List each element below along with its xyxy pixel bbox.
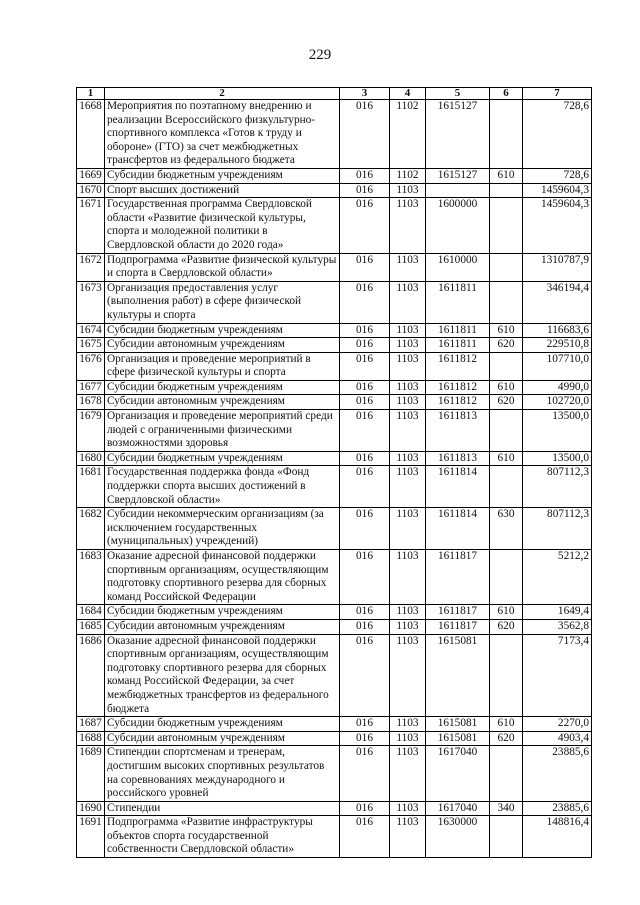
row-number: 1685 <box>77 619 105 634</box>
table-row <box>77 198 592 253</box>
row-col3: 016 <box>340 451 390 466</box>
table-row <box>77 634 592 717</box>
row-col3: 016 <box>340 168 390 183</box>
row-col3: 016 <box>340 746 390 801</box>
col-header-2: 2 <box>105 88 340 100</box>
row-col4: 1103 <box>390 731 426 746</box>
row-col4: 1103 <box>390 605 426 620</box>
row-number: 1682 <box>77 508 105 550</box>
row-number: 1670 <box>77 183 105 198</box>
row-col6 <box>490 100 523 169</box>
row-col4: 1103 <box>390 338 426 353</box>
row-amount: 107710,0 <box>523 352 592 380</box>
row-col3: 016 <box>340 338 390 353</box>
table-row <box>77 380 592 395</box>
row-name: Оказание адресной финансовой поддержки спортивным организациям, осуществляющим подготовку спортивного резерва для сборных команд Российской Федерации, за счет межбюджетных трансфертов из федерального бюджета <box>105 634 340 717</box>
row-name: Стипендии спортсменам и тренерам, достигшим высоких спортивных результатов на соревнованиях международного и российского уровней <box>105 746 340 801</box>
table-body <box>77 100 592 858</box>
row-amount: 116683,6 <box>523 323 592 338</box>
row-col3: 016 <box>340 801 390 816</box>
row-col4: 1103 <box>390 410 426 452</box>
row-col3: 016 <box>340 100 390 169</box>
row-col6: 610 <box>490 168 523 183</box>
table-row <box>77 717 592 732</box>
row-amount: 7173,4 <box>523 634 592 717</box>
row-name: Субсидии бюджетным учреждениям <box>105 451 340 466</box>
row-number: 1675 <box>77 338 105 353</box>
row-amount: 346194,4 <box>523 281 592 323</box>
row-col6: 610 <box>490 605 523 620</box>
row-name: Подпрограмма «Развитие физической культуры и спорта в Свердловской области» <box>105 253 340 281</box>
row-col6 <box>490 198 523 253</box>
row-col4: 1103 <box>390 395 426 410</box>
row-col3: 016 <box>340 198 390 253</box>
row-amount: 102720,0 <box>523 395 592 410</box>
table-row <box>77 281 592 323</box>
row-col3: 016 <box>340 550 390 605</box>
col-header-5: 5 <box>426 88 490 100</box>
row-col5: 1617040 <box>426 746 490 801</box>
row-name: Организация и проведение мероприятий среди людей с ограниченными физическими возможностями здоровья <box>105 410 340 452</box>
row-col4: 1103 <box>390 619 426 634</box>
row-col3: 016 <box>340 410 390 452</box>
table-row <box>77 338 592 353</box>
row-col4: 1102 <box>390 168 426 183</box>
row-amount: 807112,3 <box>523 466 592 508</box>
row-number: 1681 <box>77 466 105 508</box>
row-name: Субсидии автономным учреждениям <box>105 731 340 746</box>
row-number: 1684 <box>77 605 105 620</box>
row-col3: 016 <box>340 508 390 550</box>
row-col5: 1611811 <box>426 338 490 353</box>
row-col4: 1103 <box>390 634 426 717</box>
row-name: Мероприятия по поэтапному внедрению и реализации Всероссийского физкультурно-спортивного комплекса «Готов к труду и обороне» (ГТО) за счет межбюджетных трансфертов из федерального бюджета <box>105 100 340 169</box>
row-name: Субсидии бюджетным учреждениям <box>105 380 340 395</box>
row-col6: 610 <box>490 380 523 395</box>
row-col6: 610 <box>490 717 523 732</box>
row-col6 <box>490 550 523 605</box>
row-amount: 1310787,9 <box>523 253 592 281</box>
row-col3: 016 <box>340 253 390 281</box>
col-header-1: 1 <box>77 88 105 100</box>
row-col3: 016 <box>340 395 390 410</box>
row-amount: 1649,4 <box>523 605 592 620</box>
row-col3: 016 <box>340 323 390 338</box>
row-col5: 1611813 <box>426 451 490 466</box>
row-col5: 1611812 <box>426 395 490 410</box>
row-name: Спорт высших достижений <box>105 183 340 198</box>
row-number: 1688 <box>77 731 105 746</box>
row-name: Стипендии <box>105 801 340 816</box>
table-row <box>77 183 592 198</box>
row-col5: 1615127 <box>426 168 490 183</box>
row-amount: 148816,4 <box>523 816 592 858</box>
row-col4: 1103 <box>390 801 426 816</box>
row-col5: 1611817 <box>426 550 490 605</box>
table-row <box>77 323 592 338</box>
row-number: 1674 <box>77 323 105 338</box>
row-col6: 620 <box>490 395 523 410</box>
row-col3: 016 <box>340 731 390 746</box>
row-col4: 1103 <box>390 198 426 253</box>
row-amount: 1459604,3 <box>523 198 592 253</box>
row-col6 <box>490 352 523 380</box>
row-col4: 1103 <box>390 253 426 281</box>
row-col4: 1103 <box>390 466 426 508</box>
row-col5: 1610000 <box>426 253 490 281</box>
budget-table <box>76 87 592 858</box>
row-number: 1680 <box>77 451 105 466</box>
row-col5: 1611811 <box>426 323 490 338</box>
row-name: Субсидии бюджетным учреждениям <box>105 717 340 732</box>
table-row <box>77 550 592 605</box>
row-number: 1677 <box>77 380 105 395</box>
row-col6 <box>490 746 523 801</box>
row-name: Организация и проведение мероприятий в сфере физической культуры и спорта <box>105 352 340 380</box>
row-col4: 1102 <box>390 100 426 169</box>
col-header-4: 4 <box>390 88 426 100</box>
row-name: Организация предоставления услуг (выполнения работ) в сфере физической культуры и спорта <box>105 281 340 323</box>
row-amount: 4990,0 <box>523 380 592 395</box>
row-amount: 13500,0 <box>523 451 592 466</box>
row-number: 1689 <box>77 746 105 801</box>
row-amount: 807112,3 <box>523 508 592 550</box>
row-name: Субсидии бюджетным учреждениям <box>105 323 340 338</box>
table-row <box>77 410 592 452</box>
row-name: Государственная программа Свердловской области «Развитие физической культуры, спорта и молодежной политики в Свердловской области до 2020 года» <box>105 198 340 253</box>
row-name: Подпрограмма «Развитие инфраструктуры объектов спорта государственной собственности Свердловской области» <box>105 816 340 858</box>
row-name: Субсидии автономным учреждениям <box>105 619 340 634</box>
row-col5: 1600000 <box>426 198 490 253</box>
row-col5: 1615081 <box>426 717 490 732</box>
row-number: 1686 <box>77 634 105 717</box>
row-col6 <box>490 281 523 323</box>
row-col5: 1611817 <box>426 619 490 634</box>
row-col5: 1615127 <box>426 100 490 169</box>
row-col3: 016 <box>340 352 390 380</box>
row-col3: 016 <box>340 605 390 620</box>
row-col4: 1103 <box>390 717 426 732</box>
row-number: 1673 <box>77 281 105 323</box>
row-col4: 1103 <box>390 281 426 323</box>
row-number: 1691 <box>77 816 105 858</box>
col-header-3: 3 <box>340 88 390 100</box>
row-col6: 620 <box>490 619 523 634</box>
row-amount: 728,6 <box>523 168 592 183</box>
row-number: 1672 <box>77 253 105 281</box>
row-col4: 1103 <box>390 323 426 338</box>
row-col5: 1630000 <box>426 816 490 858</box>
row-col5: 1615081 <box>426 731 490 746</box>
row-amount: 3562,8 <box>523 619 592 634</box>
row-col6: 340 <box>490 801 523 816</box>
row-col4: 1103 <box>390 816 426 858</box>
row-col5: 1615081 <box>426 634 490 717</box>
row-col5: 1611812 <box>426 352 490 380</box>
row-number: 1671 <box>77 198 105 253</box>
row-col3: 016 <box>340 380 390 395</box>
row-col4: 1103 <box>390 746 426 801</box>
row-col6 <box>490 816 523 858</box>
row-name: Субсидии некоммерческим организациям (за исключением государственных (муниципальных) учреждений) <box>105 508 340 550</box>
row-number: 1690 <box>77 801 105 816</box>
row-col3: 016 <box>340 619 390 634</box>
row-col4: 1103 <box>390 451 426 466</box>
row-col3: 016 <box>340 183 390 198</box>
row-name: Субсидии бюджетным учреждениям <box>105 168 340 183</box>
row-col5: 1617040 <box>426 801 490 816</box>
table-row <box>77 605 592 620</box>
table-row <box>77 801 592 816</box>
table-row <box>77 100 592 169</box>
table-row <box>77 253 592 281</box>
row-amount: 2270,0 <box>523 717 592 732</box>
col-header-6: 6 <box>490 88 523 100</box>
table-row <box>77 395 592 410</box>
row-col4: 1103 <box>390 352 426 380</box>
row-col6: 610 <box>490 451 523 466</box>
row-col6: 610 <box>490 323 523 338</box>
row-col6 <box>490 466 523 508</box>
row-col6: 620 <box>490 731 523 746</box>
row-number: 1678 <box>77 395 105 410</box>
row-col4: 1103 <box>390 380 426 395</box>
row-col6 <box>490 410 523 452</box>
row-amount: 1459604,3 <box>523 183 592 198</box>
row-number: 1676 <box>77 352 105 380</box>
row-name: Государственная поддержка фонда «Фонд поддержки спорта высших достижений в Свердловской области» <box>105 466 340 508</box>
row-amount: 229510,8 <box>523 338 592 353</box>
table-row <box>77 508 592 550</box>
row-number: 1687 <box>77 717 105 732</box>
row-name: Оказание адресной финансовой поддержки спортивным организациям, осуществляющим подготовку спортивного резерва для сборных команд Российской Федерации <box>105 550 340 605</box>
row-amount: 23885,6 <box>523 746 592 801</box>
row-col5: 1611817 <box>426 605 490 620</box>
row-col3: 016 <box>340 634 390 717</box>
header-row <box>77 88 592 100</box>
table-row <box>77 746 592 801</box>
row-col4: 1103 <box>390 183 426 198</box>
row-col5: 1611811 <box>426 281 490 323</box>
row-number: 1669 <box>77 168 105 183</box>
table-row <box>77 466 592 508</box>
row-col6 <box>490 634 523 717</box>
row-col3: 016 <box>340 816 390 858</box>
row-col6 <box>490 183 523 198</box>
row-amount: 23885,6 <box>523 801 592 816</box>
row-name: Субсидии автономным учреждениям <box>105 395 340 410</box>
row-col6: 630 <box>490 508 523 550</box>
row-amount: 4903,4 <box>523 731 592 746</box>
table-row <box>77 731 592 746</box>
table-row <box>77 168 592 183</box>
row-col3: 016 <box>340 466 390 508</box>
row-number: 1668 <box>77 100 105 169</box>
row-col3: 016 <box>340 717 390 732</box>
row-col6 <box>490 253 523 281</box>
table-row <box>77 352 592 380</box>
row-col5: 1611814 <box>426 508 490 550</box>
row-name: Субсидии бюджетным учреждениям <box>105 605 340 620</box>
col-header-7: 7 <box>523 88 592 100</box>
row-col5: 1611813 <box>426 410 490 452</box>
row-number: 1683 <box>77 550 105 605</box>
row-col6: 620 <box>490 338 523 353</box>
row-col4: 1103 <box>390 550 426 605</box>
row-name: Субсидии автономным учреждениям <box>105 338 340 353</box>
row-col5: 1611812 <box>426 380 490 395</box>
row-col5: 1611814 <box>426 466 490 508</box>
table-row <box>77 816 592 858</box>
row-amount: 13500,0 <box>523 410 592 452</box>
row-number: 1679 <box>77 410 105 452</box>
table-row <box>77 619 592 634</box>
row-col4: 1103 <box>390 508 426 550</box>
table-row <box>77 451 592 466</box>
row-amount: 728,6 <box>523 100 592 169</box>
page-number: 229 <box>308 47 332 63</box>
row-col5 <box>426 183 490 198</box>
row-amount: 5212,2 <box>523 550 592 605</box>
row-col3: 016 <box>340 281 390 323</box>
